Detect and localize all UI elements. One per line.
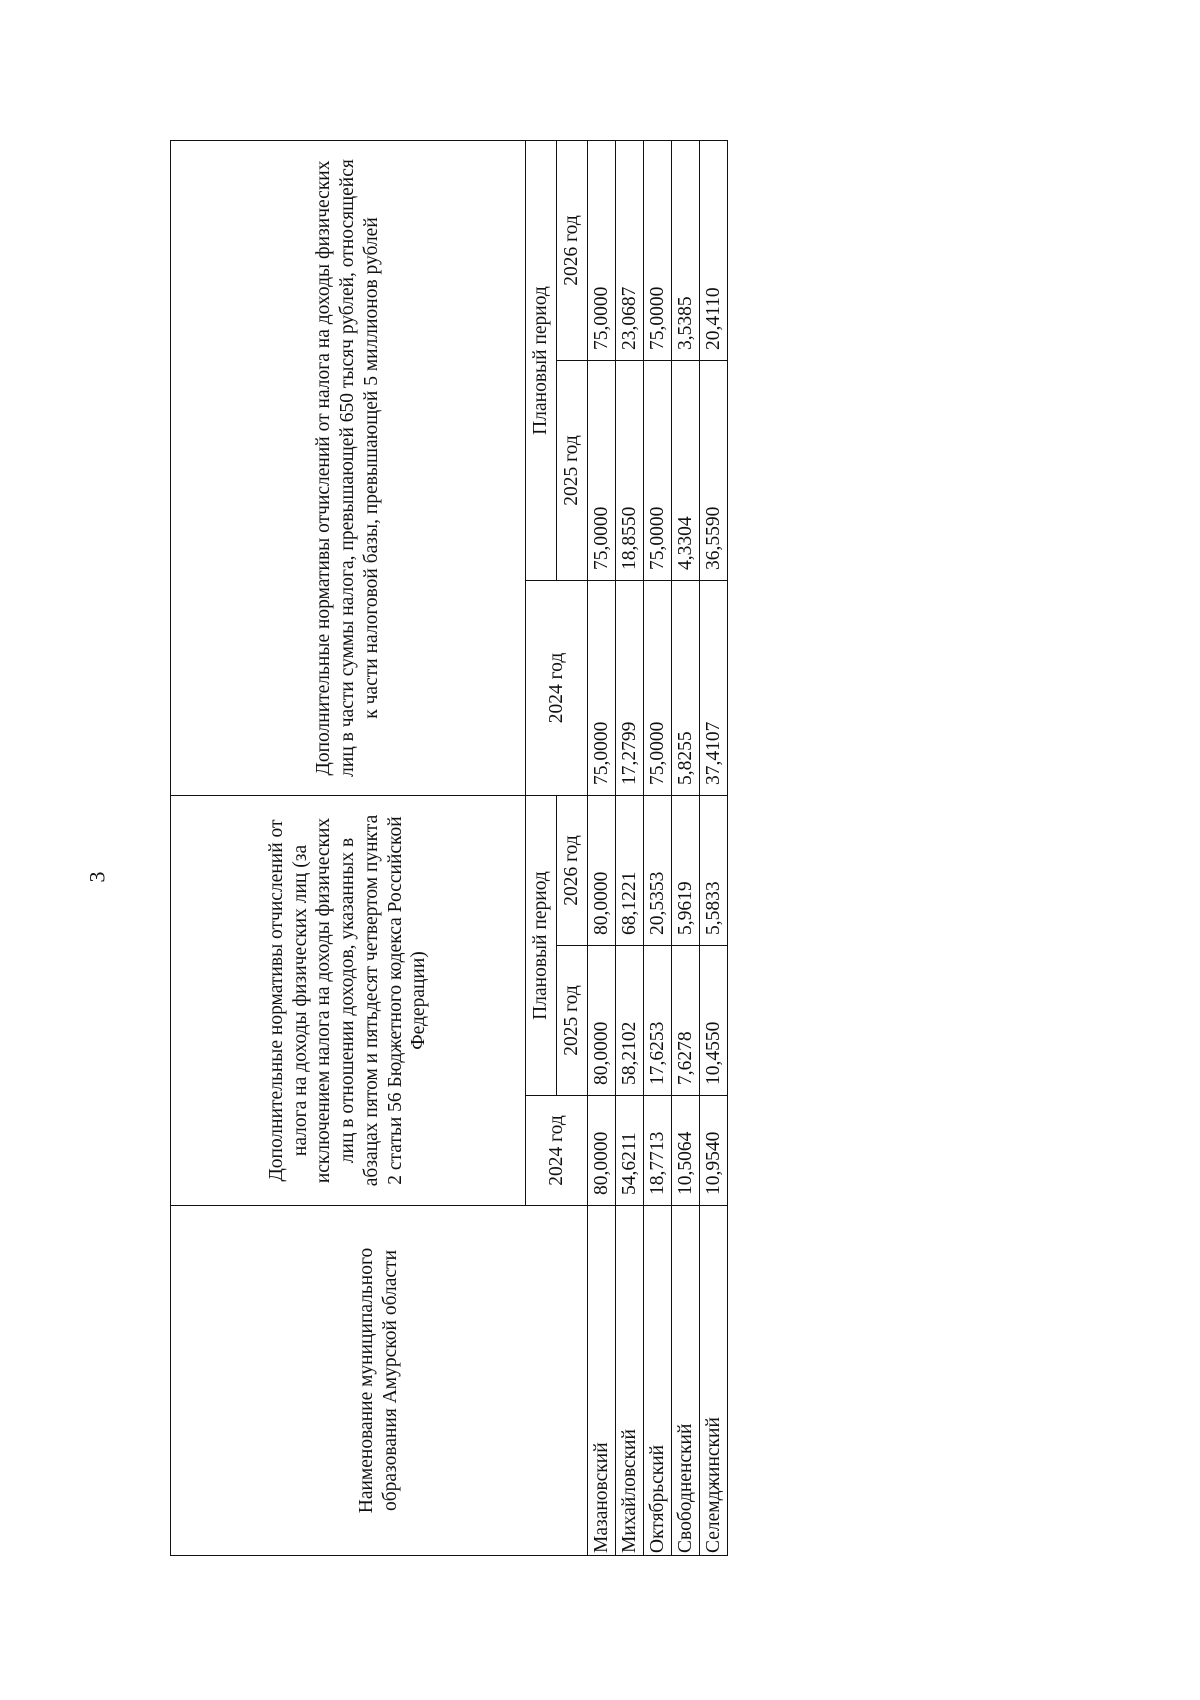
g2-2024-value: 75,0000 <box>588 580 616 795</box>
g2-2026-value: 20,4110 <box>700 140 728 360</box>
g1-2024-value: 10,9540 <box>700 1096 728 1206</box>
g1-2024-value: 10,5064 <box>672 1096 700 1206</box>
normatives-table-container <box>170 141 723 1556</box>
g2-2025-value: 18,8550 <box>616 360 644 580</box>
table-row <box>700 140 728 1555</box>
g2-2026-value: 3,5385 <box>672 140 700 360</box>
header-g2-planned-period: Плановый период <box>526 140 557 580</box>
table-row <box>672 140 700 1555</box>
g2-2025-value: 4,3304 <box>672 360 700 580</box>
g2-2025-value: 36,5590 <box>700 360 728 580</box>
header-group2-title: Дополнительные нормативы отчислений от налога на доходы физических лиц в части суммы налога, превышающей 650 тысяч рублей, относящейся к части налоговой базы, превышающей 5 миллионов рублей <box>171 140 526 795</box>
g1-2026-value: 68,1221 <box>616 795 644 945</box>
table-row <box>644 140 672 1555</box>
header-g1-year-2026: 2026 год <box>557 795 588 945</box>
g1-2026-value: 80,0000 <box>588 795 616 945</box>
header-g2-year-2025: 2025 год <box>557 360 588 580</box>
header-g2-year-2026: 2026 год <box>557 140 588 360</box>
g2-2026-value: 75,0000 <box>644 140 672 360</box>
g2-2024-value: 5,8255 <box>672 580 700 795</box>
g2-2024-value: 17,2799 <box>616 580 644 795</box>
g1-2025-value: 58,2102 <box>616 946 644 1096</box>
page-number: 3 <box>84 871 110 883</box>
header-g1-year-2025: 2025 год <box>557 946 588 1096</box>
header-group1-title: Дополнительные нормативы отчислений от налога на доходы физических лиц (за исключением налога на доходы физических лиц в отношении доходов, указанных в абзацах пятом и пятьдесят четвертом пункта 2 статьи 56 Бюджетного кодекса Российской Федерации) <box>171 795 526 1205</box>
g1-2025-value: 17,6253 <box>644 946 672 1096</box>
g1-2024-value: 18,7713 <box>644 1096 672 1206</box>
header-g1-planned-period: Плановый период <box>526 795 557 1095</box>
g2-2025-value: 75,0000 <box>588 360 616 580</box>
g2-2025-value: 75,0000 <box>644 360 672 580</box>
g2-2026-value: 23,0687 <box>616 140 644 360</box>
municipality-name: Мазановский <box>588 1206 616 1556</box>
g1-2025-value: 10,4550 <box>700 946 728 1096</box>
g2-2026-value: 75,0000 <box>588 140 616 360</box>
municipality-name: Михайловский <box>616 1206 644 1556</box>
municipality-name: Селемджинский <box>700 1206 728 1556</box>
g2-2024-value: 37,4107 <box>700 580 728 795</box>
g1-2026-value: 5,5833 <box>700 795 728 945</box>
g1-2026-value: 20,5353 <box>644 795 672 945</box>
g1-2024-value: 80,0000 <box>588 1096 616 1206</box>
g1-2025-value: 80,0000 <box>588 946 616 1096</box>
normatives-table <box>170 140 728 1556</box>
g1-2024-value: 54,6211 <box>616 1096 644 1206</box>
header-g2-year-2024: 2024 год <box>526 580 588 795</box>
municipality-name: Октябрьский <box>644 1206 672 1556</box>
table-row <box>616 140 644 1555</box>
g2-2024-value: 75,0000 <box>644 580 672 795</box>
g1-2026-value: 5,9619 <box>672 795 700 945</box>
g1-2025-value: 7,6278 <box>672 946 700 1096</box>
table-row <box>588 140 616 1555</box>
municipality-name: Свободненский <box>672 1206 700 1556</box>
header-g1-year-2024: 2024 год <box>526 1096 588 1206</box>
header-municipality-name: Наименование муниципального образования Амурской области <box>171 1206 588 1556</box>
